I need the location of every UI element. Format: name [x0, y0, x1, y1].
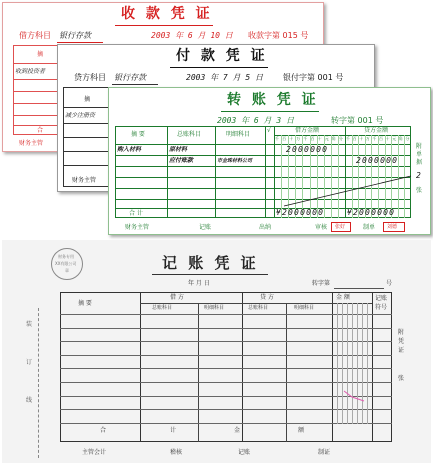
ledger-sub-detail-credit: 明细科目 [294, 305, 315, 311]
transfer-maker-stamp-text: 刘德 [387, 224, 398, 230]
transfer-maker-stamp [383, 222, 405, 232]
payment-summary-header: 摘 [84, 96, 91, 103]
ledger-check-mark [342, 385, 372, 405]
ledger-voucher [2, 240, 431, 463]
digit-label: 角 [331, 136, 336, 141]
transfer-footer-auditor: 审核 [315, 224, 328, 231]
transfer-number: 转字第 001 号 [331, 116, 384, 125]
digit-label: 千 [275, 136, 279, 141]
digit-label: 分 [338, 136, 343, 141]
transfer-col-check: √ [267, 127, 271, 134]
ledger-col-amount: 金 额 [336, 294, 350, 301]
ledger-side-left-2: 线 [26, 397, 33, 404]
ledger-total-1: 计 [170, 427, 177, 434]
ledger-footer-bookkeeper: 记账 [238, 449, 251, 456]
digit-label: 百 [310, 136, 315, 141]
payment-finance: 财务主管 [72, 177, 97, 184]
transfer-footer-cashier: 出纳 [259, 224, 272, 231]
receipt-total: 合 [37, 127, 44, 134]
ledger-sub-detail-debit: 明细科目 [204, 305, 225, 311]
digit-label: 十 [385, 136, 390, 141]
digit-label: 千 [372, 136, 377, 141]
digit-label: 万 [296, 136, 301, 141]
transfer-title: 转 账 凭 证 [227, 92, 319, 108]
ledger-date: 年 月 日 [188, 280, 210, 287]
transfer-attach-0: 附 [416, 143, 423, 150]
receipt-title-underline [115, 25, 213, 26]
ledger-side-attach-0: 附 [398, 329, 405, 336]
receipt-number: 收款字第 015 号 [248, 31, 309, 40]
ledger-col-debit: 借 方 [170, 294, 184, 301]
payment-credit-label: 贷方科目 [74, 73, 106, 82]
ledger-digit-divider [347, 303, 348, 424]
digit-label: 千 [303, 136, 308, 141]
digit-label: 元 [324, 136, 329, 141]
transfer-attach-count: 2 [416, 171, 421, 180]
transfer-total-credit: ¥2000000 [347, 208, 396, 217]
payment-title: 付 款 凭 证 [176, 48, 268, 64]
transfer-voucher [108, 87, 431, 235]
ledger-col-mark: 记账 [375, 295, 388, 302]
transfer-footer-finance: 财务主管 [125, 224, 150, 231]
ledger-side-left-1: 订 [26, 359, 33, 366]
digit-label: 角 [398, 136, 403, 141]
transfer-col-debit: 借方金额 [295, 127, 320, 134]
ledger-number-label: 转字第 [312, 280, 331, 287]
payment-credit-value: 银行存款 [114, 73, 146, 82]
ledger-title: 记 账 凭 证 [162, 254, 259, 272]
digit-label: 十 [317, 136, 322, 141]
transfer-footer-bookkeeper: 记账 [199, 224, 212, 231]
digit-label: 十 [359, 136, 364, 141]
ledger-total-2: 金 [234, 427, 241, 434]
transfer-total-debit: ¥2000000 [276, 208, 325, 217]
payment-date: 2003 年 7 月 5 日 [186, 73, 263, 82]
ledger-digit-divider [342, 303, 343, 424]
ledger-col-credit: 贷 方 [260, 294, 274, 301]
transfer-footer-maker: 制单 [363, 224, 376, 231]
ledger-sub-account-debit: 总账科目 [152, 305, 173, 311]
receipt-finance: 财务主管 [19, 140, 44, 147]
transfer-auditor-stamp [331, 222, 351, 232]
transfer-total-label: 合 计 [129, 210, 143, 217]
receipt-title: 收 款 凭 证 [121, 6, 213, 22]
transfer-row2-account: 应付账款 [169, 157, 194, 164]
digit-label: 分 [405, 136, 410, 141]
ledger-digit-divider [367, 303, 368, 424]
ledger-seal-line1: 财务专用 [58, 254, 74, 259]
transfer-row2-detail: 市金珠材料公司 [217, 158, 253, 164]
ledger-sub-account-credit: 总账科目 [248, 305, 269, 311]
digit-label: 万 [365, 136, 370, 141]
transfer-col-account: 总账科目 [177, 131, 202, 138]
transfer-attach-1: 单 [416, 151, 423, 158]
digit-label: 十 [289, 136, 294, 141]
receipt-debit-label: 借方科目 [19, 31, 51, 40]
payment-line1: 减少注册资 [65, 112, 96, 119]
digit-label: 百 [282, 136, 287, 141]
transfer-attach-4: 张 [416, 187, 423, 194]
receipt-date: 2003 年 6 月 10 日 [151, 31, 233, 40]
ledger-side-attach-3: 张 [398, 375, 405, 382]
ledger-seal-line3: 章 [65, 268, 69, 273]
ledger-col-summary: 摘 要 [78, 300, 92, 307]
transfer-attach-2: 据 [416, 159, 423, 166]
ledger-footer-check: 稽核 [170, 449, 183, 456]
payment-number: 银付字第 001 号 [283, 73, 344, 82]
digit-label: 百 [352, 136, 357, 141]
ledger-total-0: 合 [100, 427, 107, 434]
transfer-auditor-stamp-text: 张好 [335, 224, 346, 230]
ledger-seal-line2: XX有限公司 [55, 261, 77, 266]
transfer-col-detail: 明细科目 [226, 131, 251, 138]
transfer-row1-debit: 2000000 [286, 145, 329, 154]
ledger-digit-divider [362, 303, 363, 424]
ledger-side-attach-1: 凭 [398, 338, 405, 345]
ledger-total-3: 额 [298, 427, 305, 434]
receipt-line1: 收到投资者 [15, 68, 46, 75]
ledger-col-mark2: 符号 [375, 304, 388, 311]
transfer-row2-credit: 2000000 [356, 156, 399, 165]
digit-label: 百 [379, 136, 383, 141]
ledger-number-suffix: 号 [386, 280, 393, 287]
transfer-row1-account: 原材料 [169, 146, 188, 153]
digit-label: 千 [346, 136, 350, 141]
transfer-row1-summary: 购入材料 [117, 146, 142, 153]
ledger-digit-divider [352, 303, 353, 424]
ledger-footer-maker: 制证 [318, 449, 331, 456]
ledger-footer-chief: 主管会计 [82, 449, 107, 456]
ledger-digit-divider [357, 303, 358, 424]
ledger-binding-line [38, 308, 39, 458]
receipt-summary-header: 摘 [37, 51, 44, 58]
transfer-date: 2003 年 6 月 3 日 [217, 116, 294, 125]
digit-label: 元 [392, 136, 397, 141]
ledger-side-left-0: 装 [26, 321, 33, 328]
receipt-debit-value: 银行存款 [59, 31, 91, 40]
ledger-side-attach-2: 证 [398, 347, 405, 354]
transfer-col-credit: 贷方金额 [364, 127, 389, 134]
transfer-col-summary: 摘 要 [131, 131, 145, 138]
ledger-digit-divider [337, 303, 338, 424]
